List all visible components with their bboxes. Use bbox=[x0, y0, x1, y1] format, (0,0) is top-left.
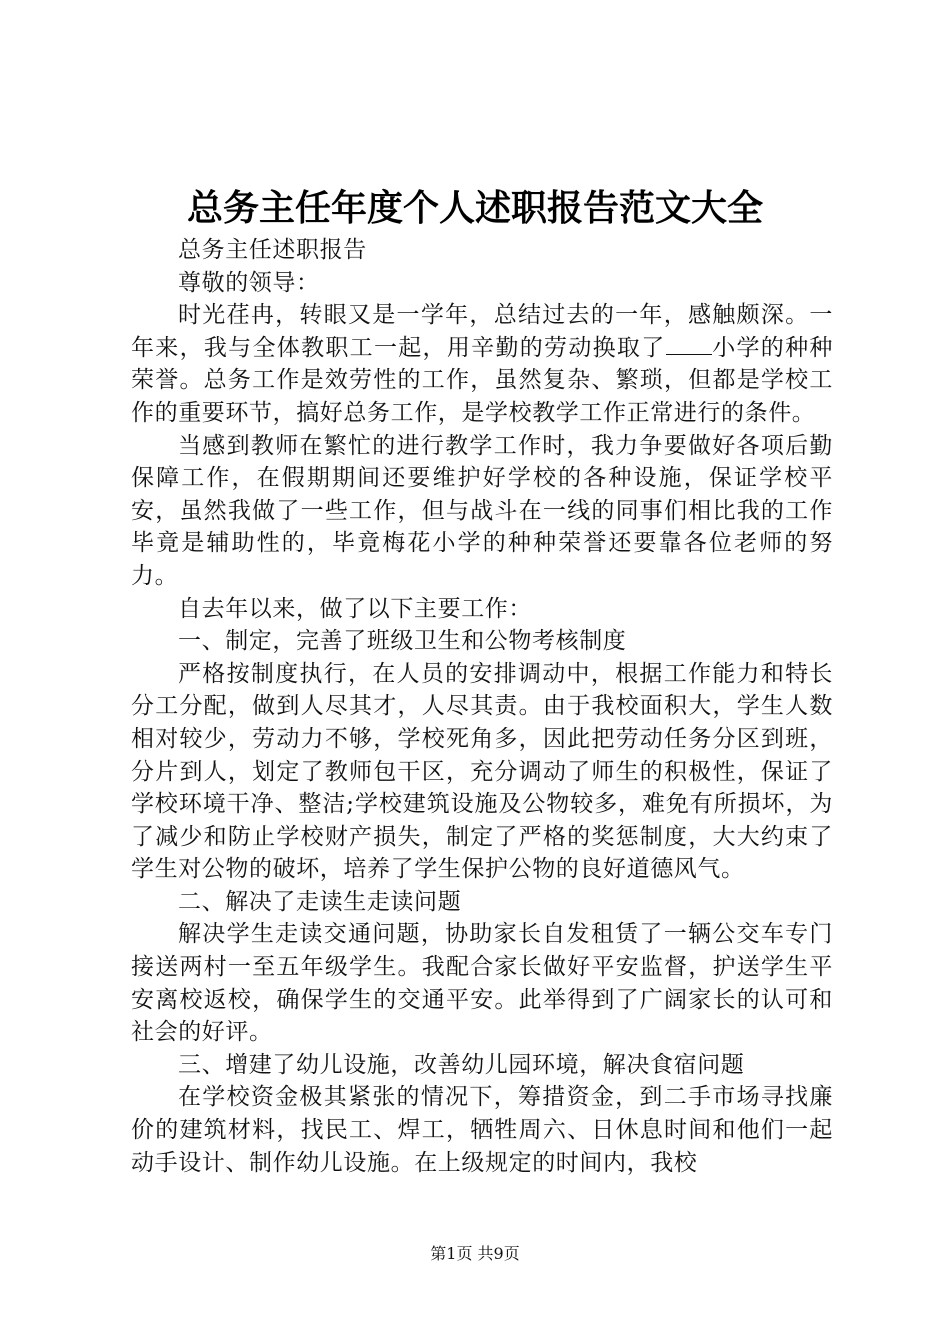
document-title: 总务主任年度个人述职报告范文大全 bbox=[186, 187, 763, 229]
section-heading-3: 三、增建了幼儿设施，改善幼儿园环境，解决食宿问题 bbox=[178, 1051, 745, 1078]
paragraph-intro bbox=[131, 299, 833, 429]
paragraph-intro-part1: 时光荏冉，转眼又是一学年，总结过去的一年，感触颇深。一年来，我与全体教职工一起，用辛勤的劳动换取了 bbox=[131, 302, 833, 361]
paragraph-salutation: 尊敬的领导： bbox=[178, 269, 320, 296]
paragraph-intro-part2: 小学的种种荣誉。总务工作是效劳性的工作，虽然复杂、繁琐，但都是学校工作的重要环节，搞好总务工作，是学校教学工作正常进行的条件。 bbox=[131, 334, 833, 426]
section-heading-1: 一、制定，完善了班级卫生和公物考核制度 bbox=[178, 628, 627, 655]
document-body bbox=[131, 234, 833, 1179]
paragraph-section-3: 在学校资金极其紧张的情况下，筹措资金，到二手市场寻找廉价的建筑材料，找民工、焊工，牺牲周六、日休息时间和他们一起动手设计、制作幼儿设施。在上级规定的时间内，我校 bbox=[131, 1084, 833, 1176]
paragraph-section-2: 解决学生走读交通问题，协助家长自发租赁了一辆公交车专门接送两村一至五年级学生。我配合家长做好平安监督，护送学生平安离校返校，确保学生的交通平安。此举得到了广阔家长的认可和社会的好评。 bbox=[131, 921, 833, 1046]
paragraph-section-1: 严格按制度执行，在人员的安排调动中，根据工作能力和特长分工分配，做到人尽其才，人尽其责。由于我校面积大，学生人数相对较少，劳动力不够，学校死角多，因此把劳动任务分区到班，分片到人，划定了教师包干区，充分调动了师生的积极性，保证了学校环境干净、整洁;学校建筑设施及公物较多，难免有所损坏，为了减少和防止学校财产损失，制定了严格的奖惩制度，大大约束了学生对公物的破坏，培养了学生保护公物的良好道德风气。 bbox=[131, 660, 833, 883]
page-footer: 第1页 共9页 bbox=[430, 1244, 520, 1263]
section-heading-2: 二、解决了走读生走读问题 bbox=[178, 888, 462, 915]
fill-in-blank bbox=[666, 334, 712, 355]
paragraph-support-work: 当感到教师在繁忙的进行教学工作时，我力争要做好各项后勤保障工作，在假期期间还要维护好学校的各种设施，保证学校平安，虽然我做了一些工作，但与战斗在一线的同事们相比我的工作毕竟是辅助性的，毕竟梅花小学的种种荣誉还要靠各位老师的努力。 bbox=[131, 432, 833, 589]
paragraph-work-list-intro: 自去年以来，做了以下主要工作： bbox=[178, 595, 532, 622]
paragraph-subtitle: 总务主任述职报告 bbox=[178, 237, 367, 263]
